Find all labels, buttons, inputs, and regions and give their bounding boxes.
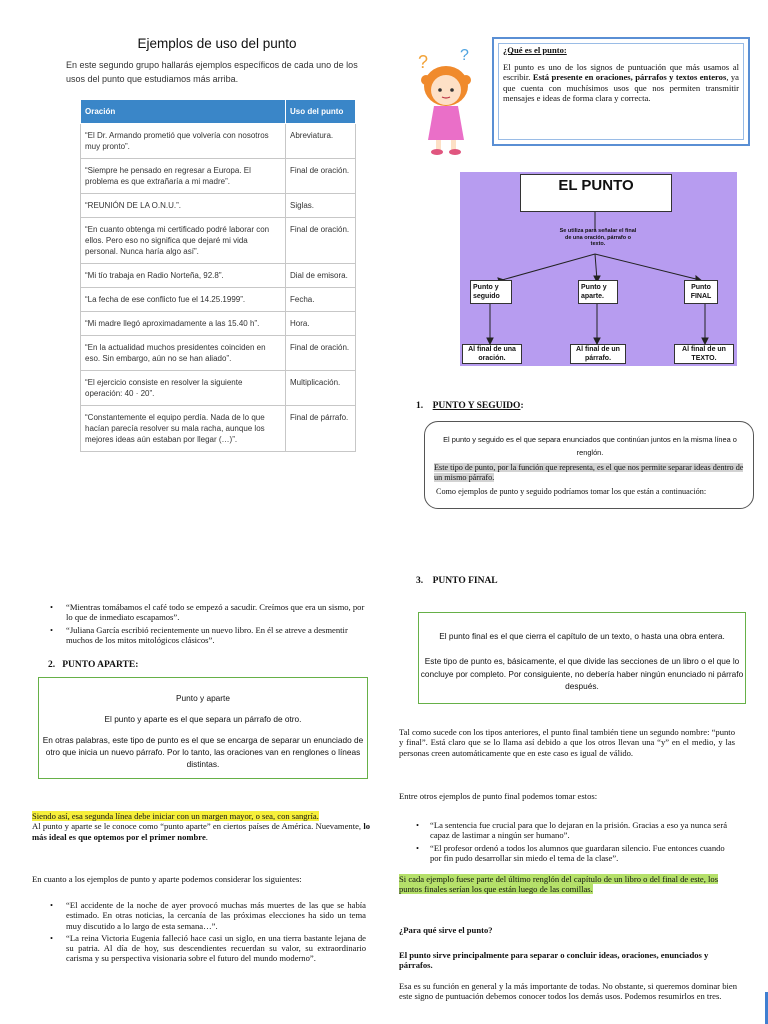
heading-number: 3.	[416, 576, 424, 586]
table-cell-sentence: “Siempre he pensado en regresar a Europa. El problema es que extrañaría a mi madre”.	[81, 159, 286, 194]
heading-number: 2.	[48, 660, 56, 670]
column-header-usage: Uso del punto	[286, 100, 356, 124]
examples-title: Ejemplos de uso del punto	[137, 36, 297, 51]
section-heading-final	[416, 576, 498, 586]
heading-number: 1.	[416, 401, 424, 411]
aparte-text: Al punto y aparte se le conoce como “punto aparte” en ciertos países de América. Nuevamente,	[32, 821, 364, 832]
aparte-paragraph-2: En cuanto a los ejemplos de punto y aparte podemos considerar los siguientes:	[32, 874, 302, 884]
seguido-box-title: El punto y seguido es el que separa enunciados que continúan juntos en la misma línea o renglón.	[443, 435, 737, 457]
table-row	[81, 312, 356, 336]
aparte-box-paragraph-2: En otras palabras, este tipo de punto es el que se encarga de separar un enunciado de otro que inicia un nuevo párrafo. Por lo tanto, las oraciones van en renglones o líneas distintas.	[42, 735, 364, 769]
table-cell-usage: Dial de emisora.	[286, 264, 356, 288]
leaf-final-oracion: Al final de una oración.	[462, 344, 522, 364]
table-cell-sentence: “La fecha de ese conflicto fue el 14.25.1999”.	[81, 288, 286, 312]
table-row	[81, 406, 356, 452]
usage-table	[80, 99, 356, 452]
table-row	[81, 159, 356, 194]
column-header-sentence: Oración	[81, 100, 286, 124]
heading-colon: :	[135, 660, 139, 670]
node-punto-aparte: Punto y aparte.	[578, 280, 618, 304]
table-cell-sentence: “El ejercicio consiste en resolver la siguiente operación: 40 · 20”.	[81, 371, 286, 406]
list-item: • “El accidente de la noche de ayer provocó muchas más muertes de las que se había estimado. En otras noticias, la cercanía de las próximas elecciones ha sido un tema muy discutido a lo largo de esta semana…”.	[48, 900, 366, 931]
info-text-end: , ya que cuenta con muchísimos usos que nos permiten transmitir mensajes e ideas de forma clara y correcta.	[503, 72, 739, 103]
final-highlight: Si cada ejemplo fuese parte del último renglón del capítulo de un libro o del final de este, los puntos finales serían los que están luego de las comillas.	[399, 874, 719, 895]
table-cell-sentence: “Constantemente el equipo perdía. Nada de lo que hacían parecía resolver su mala racha, aunque los mejores ideas aún estaban por llegar (…)”.	[81, 406, 286, 452]
heading-text: PUNTO APARTE	[62, 660, 136, 670]
final-examples-list	[416, 820, 736, 865]
punto-concept-map	[460, 172, 737, 366]
girl-question-illustration	[404, 40, 490, 158]
leaf-final-texto: Al final de un TEXTO.	[674, 344, 734, 364]
list-item: • “La reina Victoria Eugenia falleció hace casi un siglo, en una tierra bastante lejana de su patria. Al día de hoy, sus descendientes recuerdan su valor, su extraordinario carisma y su perspectiva visionaria sobre el futuro del mundo moderno”.	[48, 933, 366, 964]
table-cell-usage: Fecha.	[286, 288, 356, 312]
aparte-paragraph-1	[32, 811, 370, 842]
aparte-box-paragraph-1: El punto y aparte es el que separa un párrafo de otro.	[104, 714, 302, 724]
section-heading-seguido	[416, 401, 524, 411]
question-mark-icon: ?	[418, 52, 429, 72]
final-paragraph-3	[399, 874, 739, 895]
list-item: • “El profesor ordenó a todos los alumnos que guardaran silencio. Fue entonces cuando por fin pudo desarrollar sin miedo el tema de la clase”.	[416, 843, 736, 864]
seguido-highlight: Este tipo de punto, por la función que representa, es el que nos permite separar ideas dentro de un mismo párrafo.	[434, 463, 744, 482]
final-box-paragraph-1: El punto final es el que cierra el capítulo de un texto, o hasta una obra entera.	[439, 631, 725, 641]
table-row	[81, 336, 356, 371]
table-cell-usage: Final de oración.	[286, 159, 356, 194]
table-cell-sentence: “En cuanto obtenga mi certificado podré laborar con ellos. Pero eso no significa que dejaré mi vida personal. Nunca haría algo así”.	[81, 218, 286, 264]
examples-intro: En este segundo grupo hallarás ejemplos específicos de cada uno de los usos del punto que estudiamos más arriba.	[66, 60, 358, 84]
concept-map-center-text: Se utiliza para señalar el final de una oración, párrafo o texto.	[559, 228, 637, 247]
info-text-start: El punto es uno de los signos de puntuación que más usamos al escribir.	[503, 61, 739, 82]
table-cell-sentence: “El Dr. Armando prometió que volvería con nosotros muy pronto”.	[81, 124, 286, 159]
table-row	[81, 371, 356, 406]
heading-text: PUNTO FINAL	[432, 576, 498, 586]
table-cell-sentence: “Mi madre llegó aproximadamente a las 15.40 h”.	[81, 312, 286, 336]
aparte-bold-text: lo más ideal es que optemos por el primer nombre	[32, 821, 370, 842]
seguido-box-paragraph	[434, 463, 744, 483]
question-mark-icon: ?	[460, 47, 469, 64]
aparte-text-end: .	[205, 831, 208, 842]
node-punto-final: Punto FINAL	[684, 280, 718, 304]
node-punto-seguido: Punto y seguido	[470, 280, 512, 304]
list-item: • “Mientras tomábamos el café todo se empezó a sacudir. Creímos que era un sismo, por lo que de inmediato escapamos”.	[48, 602, 370, 623]
aparte-highlight: Siendo así, esa segunda línea debe iniciar con un margen mayor, o sea, con sangría.	[32, 811, 319, 821]
table-cell-usage: Final de párrafo.	[286, 406, 356, 452]
table-cell-usage: Abreviatura.	[286, 124, 356, 159]
list-item: • “La sentencia fue crucial para que lo dejaran en la prisión. Gracias a eso ya nunca será capaz de lastimar a ningún ser humano”.	[416, 820, 736, 841]
info-text	[503, 62, 739, 104]
dress-shape	[428, 106, 464, 140]
table-cell-usage: Final de oración.	[286, 336, 356, 371]
table-header-row	[81, 100, 356, 124]
table-cell-usage: Final de oración.	[286, 218, 356, 264]
list-item: • “Juliana García escribió recientemente un nuevo libro. En él se atreve a desmentir muchos de los mitos mitológicos clásicos”.	[48, 625, 370, 646]
table-cell-usage: Siglas.	[286, 194, 356, 218]
table-row	[81, 218, 356, 264]
table-cell-sentence: “REUNIÓN DE LA O.N.U.”.	[81, 194, 286, 218]
section-heading-aparte	[48, 660, 138, 670]
table-row	[81, 194, 356, 218]
final-paragraph-2: Entre otros ejemplos de punto final podemos tomar estos:	[399, 791, 598, 801]
final-paragraph-1: Tal como sucede con los tipos anteriores, el punto final también tiene un segundo nombre: “punto y final”. Está claro que se lo llama así debido a que los otros llevan una “y” en el medio, y las personas creen automáticamente que en este caso es igual de válido.	[399, 727, 735, 758]
table-cell-usage: Multiplicación.	[286, 371, 356, 406]
heading-text: PUNTO Y SEGUIDO	[432, 401, 521, 411]
table-row	[81, 264, 356, 288]
aparte-examples-list	[48, 900, 366, 966]
table-cell-usage: Hora.	[286, 312, 356, 336]
seguido-examples-list	[48, 602, 370, 647]
table-row	[81, 124, 356, 159]
final-box-paragraph-2: Este tipo de punto es, básicamente, el que divide las secciones de un libro o el que lo concluye por completo. Por consiguiente, no debería haber ningún enunciado ni párrafo después.	[420, 656, 744, 691]
question-heading: ¿Para qué sirve el punto?	[399, 925, 493, 935]
concept-map-title: EL PUNTO	[520, 174, 672, 212]
table-row	[81, 288, 356, 312]
info-heading: ¿Qué es el punto:	[503, 45, 567, 55]
leaf-final-parrafo: Al final de un párrafo.	[570, 344, 626, 364]
final-paragraph-5: Esa es su función en general y la más importante de todas. No obstante, si queremos dominar bien este signo de puntuación debemos conocer todos los demás usos. Podemos resumirlos en tres.	[399, 981, 737, 1002]
aparte-box-title: Punto y aparte	[176, 693, 230, 703]
answer-paragraph: El punto sirve principalmente para separar o concluir ideas, oraciones, enunciados y párrafos.	[399, 950, 709, 971]
heading-colon: :	[520, 401, 524, 411]
info-text-bold: Está presente en oraciones, párrafos y textos enteros	[532, 72, 727, 82]
table-cell-sentence: “Mi tío trabaja en Radio Norteña, 92.8”.	[81, 264, 286, 288]
table-cell-sentence: “En la actualidad muchos presidentes coinciden en eso. Sin embargo, aún no se han aliado”.	[81, 336, 286, 371]
seguido-box-examples-intro: Como ejemplos de punto y seguido podríamos tomar los que están a continuación:	[436, 487, 707, 496]
what-is-punto-box	[492, 37, 750, 146]
